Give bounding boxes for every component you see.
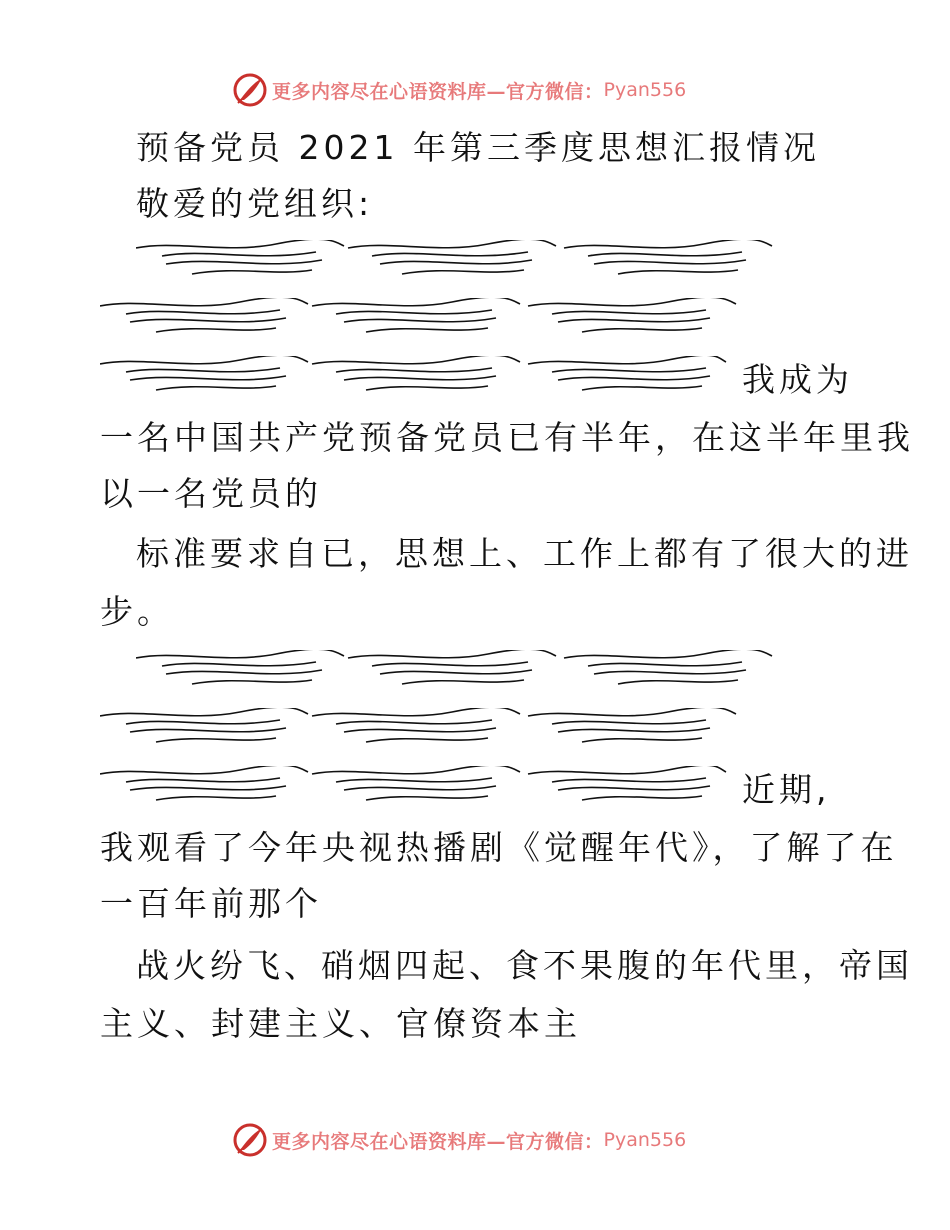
para1-tail: 我成为 — [742, 360, 853, 399]
para3-line2: 我观看了今年央视热播剧《觉醒年代》，了解了在 — [100, 828, 898, 867]
scribble-redaction — [100, 708, 740, 750]
scribble-redaction — [100, 356, 730, 398]
watermark-banner-bottom — [232, 1122, 686, 1158]
para3-tail: 近期, — [742, 770, 831, 809]
quill-logo-icon — [232, 1122, 268, 1158]
para4-line1: 战火纷飞、硝烟四起、食不果腹的年代里，帝国 — [136, 946, 913, 985]
watermark-banner-top — [232, 72, 686, 108]
scribble-redaction — [136, 240, 776, 282]
para1-line2: 一名中国共产党预备党员已有半年，在这半年里我 — [100, 418, 914, 457]
watermark-id: Pyan556 — [603, 79, 687, 101]
watermark-text: 更多内容尽在心语资料库—官方微信： — [272, 1130, 604, 1153]
para3-line3: 一百年前那个 — [100, 884, 322, 923]
para2-line1: 标准要求自已，思想上、工作上都有了很大的进 — [136, 534, 913, 573]
para2-line2: 步。 — [100, 592, 174, 631]
scribble-redaction — [100, 298, 740, 340]
watermark-id: Pyan556 — [603, 1129, 687, 1151]
doc-title: 预备党员 2021 年第三季度思想汇报情况 — [136, 128, 820, 167]
para1-line3: 以一名党员的 — [100, 474, 322, 513]
scribble-redaction — [136, 650, 776, 692]
scribble-redaction — [100, 766, 730, 808]
salutation: 敬爱的党组织: — [136, 184, 374, 223]
para4-line2: 主义、封建主义、官僚资本主 — [100, 1004, 581, 1043]
watermark-text: 更多内容尽在心语资料库—官方微信： — [272, 80, 604, 103]
quill-logo-icon — [232, 72, 268, 108]
